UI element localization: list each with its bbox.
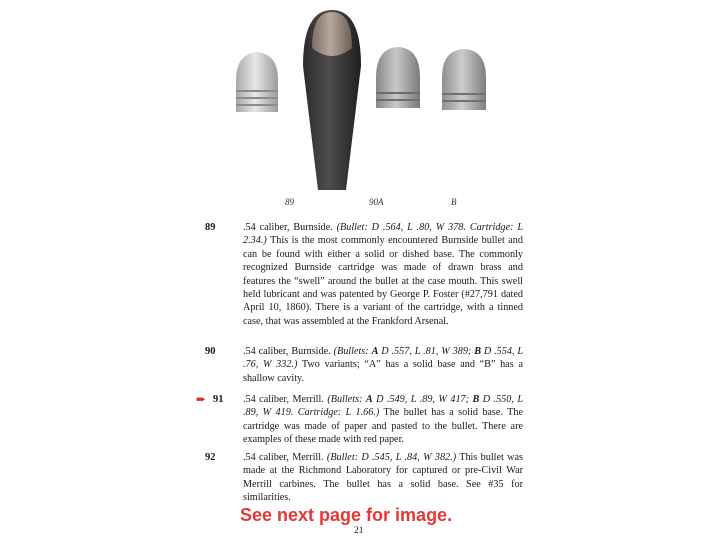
entry-number: 91 [213,394,224,405]
red-arrow-marker-icon: ➨ [196,392,207,406]
entry-number: 89 [205,222,216,233]
entry-caliber: .54 caliber, Burnside. [243,346,331,357]
entry-caliber: .54 caliber, Burnside. [243,222,333,233]
entry-specs: (Bullet: D .564, L .80, W 378. Cartridge: L 2.34.) [243,222,523,247]
cartridge-photo-89 [300,8,364,192]
entry-number: 90 [205,346,216,357]
bullet-photo-90a [372,46,424,108]
entry-specs-prefix: (Bullets: [327,394,363,405]
caption-90a: 90A [369,197,384,207]
entry-specs-b: D .554, L .76, W 332.) [243,346,524,371]
caption-89: 89 [285,197,294,207]
entry-specs: (Bullet: D .545, L .84, W 382.) [326,452,457,463]
entry-body: Two variants; “A” has a solid base and “B” has a shallow cavity. [243,359,523,384]
caption-90b: B [451,197,457,207]
entry-text [243,345,523,385]
entry-body: This bullet was made at the Richmond Laboratory for captured or pre-Civil War Merrill carbines. The bullet has a solid base. See #35 for similarities. [243,452,523,504]
entry-text [243,451,523,505]
bullet-photo-89 [232,50,282,112]
entry-text [243,221,523,328]
see-next-page-note: See next page for image. [240,505,453,525]
entry-specs-a: D .549, L .89, W 417; [376,394,470,405]
entry-number: 92 [205,452,216,463]
entry-text [243,393,523,447]
entry-specs-prefix: (Bullets: [333,346,369,357]
entry-specs-a: D .557, L .81, W 389; [381,346,472,357]
entry-caliber: .54 caliber, Merrill. [243,394,324,405]
page-number: 21 [354,526,364,536]
entry-body: This is the most commonly encountered Burnside bullet and can be found with either a solid or dished base. The commonly recognized Burnside cartridge was made of drawn brass and features the “swell” around the bullet at the case mouth. This swell held lubricant and was patented by George P. Foster (#27,791 dated April 10, 1860). There is a variant of the cartridge, with a tinned case, that was assembled at the Frankford Arsenal. [243,235,523,327]
entry-caliber: .54 caliber, Merrill. [243,452,324,463]
variant-a-label: A [365,394,373,405]
entry-specs-b: D .550, L .89, W 419. Cartridge: L 1.66.) [243,394,524,419]
variant-b-label: B [474,346,481,357]
variant-a-label: A [371,346,379,357]
variant-b-label: B [472,394,480,405]
bullet-photo-90b [438,48,490,110]
entry-body: The bullet has a solid base. The cartridge was made of paper and pasted to the bullet. There are examples of these made with red paper. [243,407,523,446]
